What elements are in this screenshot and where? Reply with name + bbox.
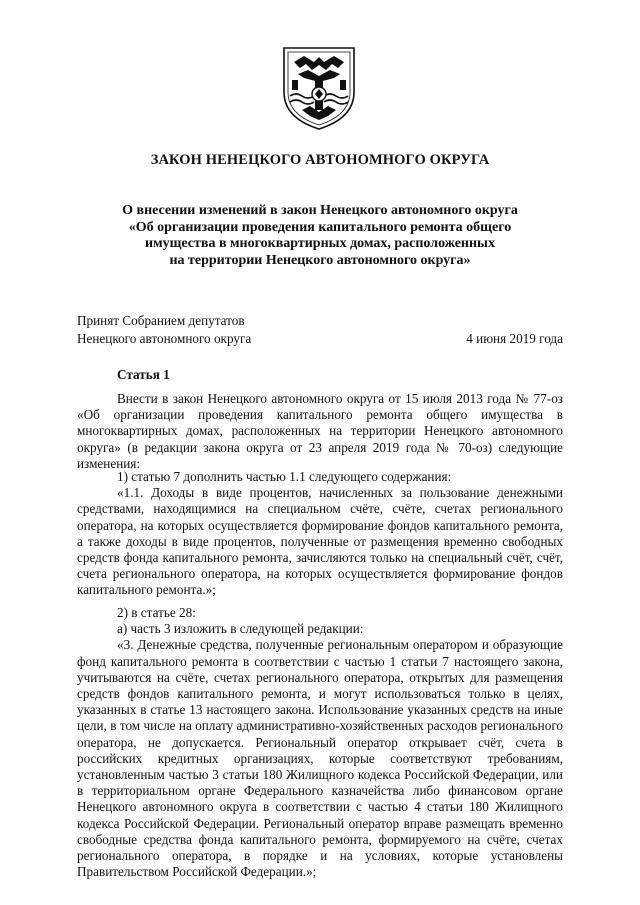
paragraph: «1.1. Доходы в виде процентов, начисленных за пользование денежными средствами, находящимися на специальном счёте, счёте, счетах регионального оператора, на которых осуществляется формирование фондов капитального ремонта, а также доходы в виде процентов, полученные от размещения временно свободных средств фонда капитального ремонта, зачисляются только на специальный счёт, счёт, счета регионального оператора, на которых осуществляется формирование фондов капитального ремонта.»; <box>77 485 563 598</box>
paragraph: 2) в статье 28: <box>117 605 196 620</box>
article-point-2 <box>77 605 563 880</box>
law-title: ЗАКОН НЕНЕЦКОГО АВТОНОМНОГО ОКРУГА <box>150 152 490 168</box>
paragraph: а) часть 3 изложить в следующей редакции: <box>117 621 364 637</box>
article-intro <box>77 391 563 472</box>
article-point-1 <box>77 469 563 599</box>
subject-line: О внесении изменений в закон Ненецкого автономного округа <box>122 203 518 218</box>
adoption-line: Принят Собранием депутатов <box>77 313 245 328</box>
adoption-line: Ненецкого автономного округа <box>77 331 252 346</box>
paragraph: 1) статью 7 дополнить частью 1.1 следующего содержания: <box>117 469 452 484</box>
paragraph: Внести в закон Ненецкого автономного округа от 15 июля 2013 года № 77-оз «Об организации проведения капитального ремонта общего имущества в многоквартирных домах, расположенных на территории Ненецкого автономного округа» (в редакции закона округа от 23 апреля 2019 года № 70-оз) следующие изменения: <box>77 391 563 471</box>
adoption-date: 4 июня 2019 года <box>466 331 563 346</box>
nenets-coat-of-arms-icon <box>280 44 358 132</box>
article-title: Статья 1 <box>117 367 170 382</box>
subject-line: на территории Ненецкого автономного округа» <box>169 252 471 268</box>
subject-line: «Об организации проведения капитального ремонта общего <box>128 219 512 235</box>
adoption-info <box>77 312 251 348</box>
paragraph: «3. Денежные средства, полученные региональным оператором и образующие фонд капитального ремонта в соответствии с частью 1 статьи 7 настоящего закона, учитываются на счёте, счетах регионального оператора, открытых для размещения средств фондов капитального ремонта, и могут использоваться только в целях, указанных в статье 13 настоящего закона. Использование указанных средств на иные цели, в том числе на оплату административно-хозяйственных расходов регионального оператора, не допускается. Региональный оператор открывает счёт, счета в российских кредитных организациях, которые соответствуют требованиям, установленным частью 3 статьи 180 Жилищного кодекса Российской Федерации, или в территориальном органе Федерального казначейства либо финансовом органе Ненецкого автономного округа в соответствии с частью 4 статьи 180 Жилищного кодекса Российской Федерации. Региональный оператор вправе размещать временно свободные средства фонда капитального ремонта, формируемого на счёте, счетах регионального оператора, в порядке и на условиях, которые установлены Правительством Российской Федерации.»; <box>77 637 563 880</box>
subject-line: имущества в многоквартирных домах, расположенных <box>145 236 495 251</box>
law-subject <box>60 203 580 269</box>
